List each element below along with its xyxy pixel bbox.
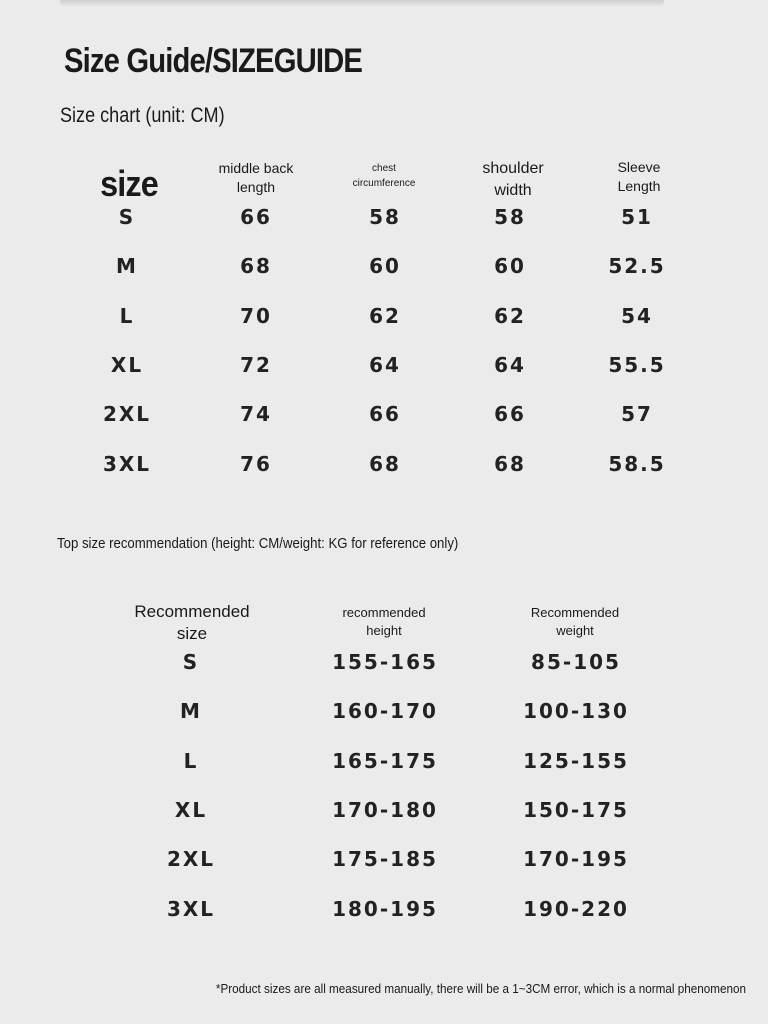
cell-middle-back-length: 66 — [240, 205, 272, 229]
header-recommended-height — [342, 604, 425, 639]
cell-chest-circumference: 66 — [369, 402, 401, 427]
cell-size: XL — [110, 352, 144, 377]
header-recommended-weight — [531, 604, 619, 639]
header-sleeve-length — [618, 158, 661, 196]
cell-recommended-height: 155-165 — [332, 650, 438, 674]
cell-size: 2XL — [102, 402, 152, 427]
cell-shoulder-width: 68 — [494, 451, 526, 476]
cell-middle-back-length: 70 — [240, 303, 272, 328]
cell-middle-back-length: 72 — [240, 352, 272, 377]
cell-sleeve-length: 54 — [621, 303, 653, 328]
header-line: chest — [372, 163, 396, 174]
cell-middle-back-length: 74 — [240, 402, 272, 427]
cell-recommended-weight: 170-195 — [523, 847, 629, 872]
header-line: Length — [617, 177, 661, 194]
cell-recommended-height: 180-195 — [332, 896, 438, 921]
top-edge-strip — [60, 0, 664, 6]
cell-shoulder-width: 58 — [494, 205, 526, 229]
cell-shoulder-width: 62 — [494, 303, 526, 328]
cell-chest-circumference: 62 — [369, 303, 401, 328]
header-line: middle back — [218, 160, 294, 176]
header-line: Recommended — [530, 605, 620, 620]
cell-recommended-size: M — [180, 699, 202, 724]
header-shoulder-width — [482, 158, 543, 201]
cell-chest-circumference: 60 — [369, 254, 401, 279]
cell-chest-circumference: 68 — [369, 451, 401, 476]
cell-recommended-weight: 85-105 — [531, 650, 621, 674]
cell-middle-back-length: 76 — [240, 451, 272, 476]
cell-recommended-height: 175-185 — [332, 847, 438, 872]
cell-sleeve-length: 57 — [621, 402, 653, 427]
cell-recommended-size: L — [183, 748, 199, 773]
header-middle-back-length — [219, 159, 294, 197]
header-chest-circumference — [353, 161, 416, 191]
cell-shoulder-width: 66 — [494, 402, 526, 427]
cell-recommended-size: S — [182, 650, 200, 674]
cell-recommended-height: 165-175 — [332, 748, 438, 773]
header-line: width — [494, 181, 532, 199]
cell-sleeve-length: 55.5 — [608, 352, 666, 377]
cell-sleeve-length: 51 — [621, 205, 653, 229]
header-size: size — [100, 163, 158, 204]
cell-size: S — [118, 205, 136, 229]
cell-recommended-weight: 100-130 — [523, 699, 629, 724]
header-line: shoulder — [482, 160, 544, 177]
cell-middle-back-length: 68 — [240, 254, 272, 279]
header-line: Recommended — [134, 602, 250, 621]
cell-recommended-weight: 190-220 — [523, 896, 629, 921]
page-title: Size Guide/SIZEGUIDE — [64, 42, 363, 80]
cell-recommended-weight: 125-155 — [523, 748, 629, 773]
cell-sleeve-length: 58.5 — [608, 451, 666, 476]
cell-recommended-height: 170-180 — [332, 797, 438, 822]
size-chart-subtitle: Size chart (unit: CM) — [60, 104, 225, 127]
header-line: recommended — [342, 605, 426, 620]
cell-recommended-size: XL — [174, 797, 208, 822]
header-line: weight — [556, 622, 594, 638]
header-line: size — [176, 624, 208, 644]
cell-shoulder-width: 60 — [494, 254, 526, 279]
header-line: length — [236, 178, 276, 195]
cell-recommended-size: 3XL — [166, 896, 216, 921]
cell-size: 3XL — [102, 451, 152, 476]
header-line: Sleeve — [617, 159, 661, 175]
footnote: *Product sizes are all measured manually, there will be a 1~3CM error, which is a normal phenomenon — [215, 981, 746, 996]
header-line: circumference — [352, 178, 416, 189]
cell-sleeve-length: 52.5 — [608, 254, 666, 279]
cell-chest-circumference: 64 — [369, 352, 401, 377]
cell-size: M — [116, 254, 138, 279]
cell-recommended-weight: 150-175 — [523, 797, 629, 822]
cell-recommended-size: 2XL — [166, 847, 216, 872]
cell-recommended-height: 160-170 — [332, 699, 438, 724]
cell-size: L — [119, 303, 135, 328]
header-line: height — [366, 622, 402, 638]
header-recommended-size — [134, 601, 249, 645]
cell-shoulder-width: 64 — [494, 352, 526, 377]
recommendation-subtitle: Top size recommendation (height: CM/weight: KG for reference only) — [57, 535, 459, 552]
cell-chest-circumference: 58 — [369, 205, 401, 229]
